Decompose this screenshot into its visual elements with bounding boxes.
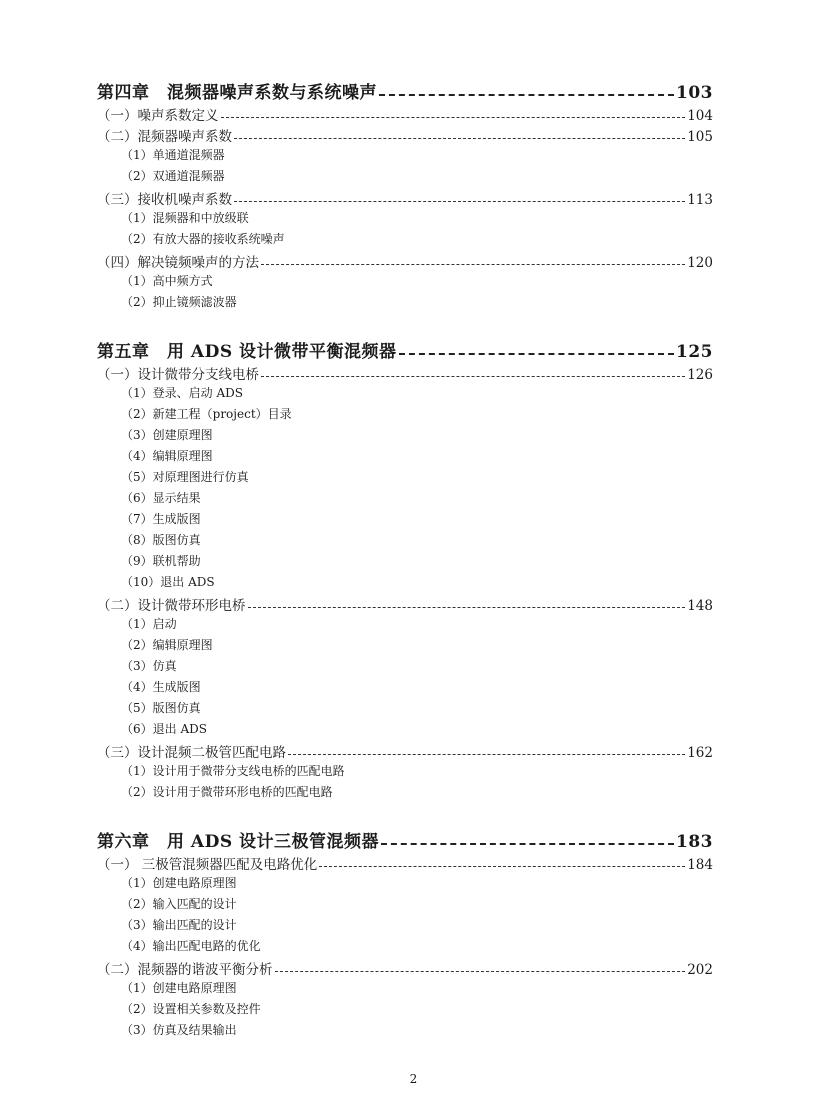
- chapter-heading: [97, 335, 713, 362]
- section-title: （一）设计微带分支线电桥: [97, 367, 259, 383]
- section-entry: [97, 593, 713, 614]
- subsection-entry: （1）高中频方式: [121, 274, 213, 288]
- subsection-entry: （1）登录、启动 ADS: [121, 386, 243, 400]
- subsection-entry: （4）编辑原理图: [121, 449, 213, 463]
- subsection-entry: （4）生成版图: [121, 680, 201, 694]
- subsection-entry: （2）设置相关参数及控件: [121, 1002, 261, 1016]
- subsection-entry: （5）对原理图进行仿真: [121, 470, 249, 484]
- subsection-entry: （1）混频器和中放级联: [121, 211, 249, 225]
- dot-leader: [288, 754, 685, 755]
- dot-leader: [234, 138, 685, 139]
- section-page: 113: [687, 192, 713, 208]
- dot-leader: [248, 607, 686, 608]
- subsection-entry: （8）版图仿真: [121, 533, 201, 547]
- dot-leader: [261, 376, 685, 377]
- section-entry: [97, 362, 713, 383]
- dot-leader: [221, 117, 686, 118]
- dot-leader: [399, 353, 674, 355]
- subsection-entry: （7）生成版图: [121, 512, 201, 526]
- subsection-entry: （2）设计用于微带环形电桥的匹配电路: [121, 785, 333, 799]
- chapter-page: 103: [676, 83, 713, 103]
- section-entry: [97, 250, 713, 271]
- subsection-entry: （3）仿真及结果输出: [121, 1023, 237, 1037]
- subsection-entry: （9）联机帮助: [121, 554, 201, 568]
- subsection-entry: （2）双通道混频器: [121, 169, 225, 183]
- subsection-entry: （1）创建电路原理图: [121, 876, 237, 890]
- section-entry: [97, 103, 713, 124]
- subsection-entry: （1）创建电路原理图: [121, 981, 237, 995]
- table-of-contents: [97, 76, 713, 1041]
- chapter-title: 第六章 用 ADS 设计三极管混频器: [97, 832, 380, 852]
- section-title: （三）设计混频二极管匹配电路: [97, 745, 286, 761]
- section-entry: [97, 957, 713, 978]
- chapter-heading: [97, 76, 713, 103]
- section-page: 104: [687, 108, 713, 124]
- section-title: （四）解决镜频噪声的方法: [97, 255, 259, 271]
- subsection-entry: （2）输入匹配的设计: [121, 897, 237, 911]
- dot-leader: [261, 264, 685, 265]
- toc-chapter: [97, 335, 713, 803]
- subsection-entry: （2）抑止镜频滤波器: [121, 295, 237, 309]
- subsection-entry: （2）有放大器的接收系统噪声: [121, 232, 285, 246]
- page-number: 2: [409, 1072, 418, 1086]
- section-page: 202: [687, 962, 713, 978]
- dot-leader: [275, 971, 686, 972]
- subsection-entry: （3）创建原理图: [121, 428, 213, 442]
- section-title: （一）噪声系数定义: [97, 108, 219, 124]
- chapter-page: 125: [676, 342, 713, 362]
- dot-leader: [319, 866, 685, 867]
- section-entry: [97, 187, 713, 208]
- section-entry: [97, 740, 713, 761]
- section-page: 162: [687, 745, 713, 761]
- chapter-title: 第四章 混频器噪声系数与系统噪声: [97, 83, 377, 103]
- subsection-entry: （6）退出 ADS: [121, 722, 207, 736]
- section-title: （三）接收机噪声系数: [97, 192, 232, 208]
- chapter-page: 183: [676, 832, 713, 852]
- section-title: （二）设计微带环形电桥: [97, 598, 246, 614]
- subsection-entry: （1）单通道混频器: [121, 148, 225, 162]
- section-title: （一） 三极管混频器匹配及电路优化: [97, 857, 318, 873]
- section-page: 105: [687, 129, 713, 145]
- chapter-heading: [97, 825, 713, 852]
- subsection-entry: （10）退出 ADS: [121, 575, 215, 589]
- section-entry: [97, 852, 713, 873]
- subsection-entry: （2）编辑原理图: [121, 638, 213, 652]
- section-page: 120: [687, 255, 713, 271]
- chapter-title: 第五章 用 ADS 设计微带平衡混频器: [97, 342, 397, 362]
- dot-leader: [381, 843, 674, 845]
- section-title: （二）混频器噪声系数: [97, 129, 232, 145]
- subsection-entry: （1）启动: [121, 617, 177, 631]
- subsection-entry: （3）仿真: [121, 659, 177, 673]
- dot-leader: [234, 201, 685, 202]
- subsection-entry: （6）显示结果: [121, 491, 201, 505]
- section-page: 184: [687, 857, 713, 873]
- section-title: （二）混频器的谐波平衡分析: [97, 962, 273, 978]
- subsection-entry: （4）输出匹配电路的优化: [121, 939, 261, 953]
- toc-chapter: [97, 825, 713, 1041]
- section-page: 148: [687, 598, 713, 614]
- subsection-entry: （3）输出匹配的设计: [121, 918, 237, 932]
- toc-chapter: [97, 76, 713, 313]
- subsection-entry: （5）版图仿真: [121, 701, 201, 715]
- section-entry: [97, 124, 713, 145]
- subsection-entry: （2）新建工程（project）目录: [121, 407, 292, 421]
- subsection-entry: （1）设计用于微带分支线电桥的匹配电路: [121, 764, 345, 778]
- dot-leader: [379, 94, 674, 96]
- section-page: 126: [687, 367, 713, 383]
